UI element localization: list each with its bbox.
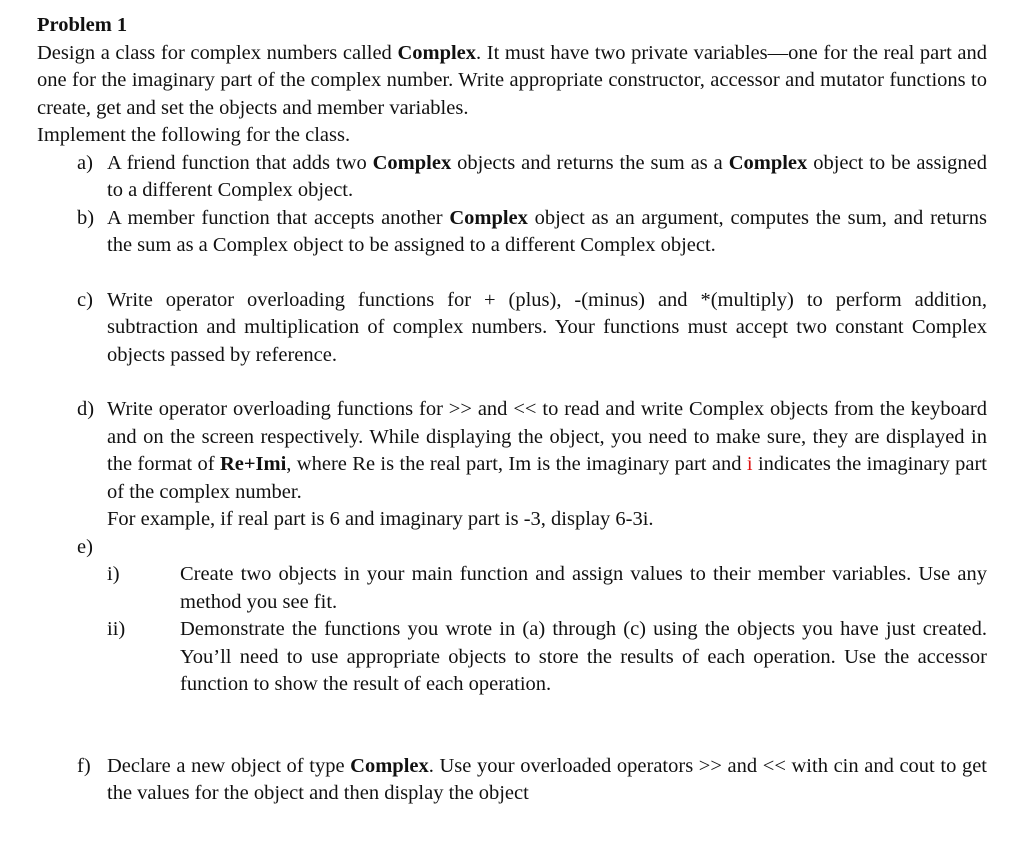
spacer [37,260,987,287]
item-e-ii [37,616,987,699]
item-a-bold-2: Complex [728,151,808,174]
item-e [37,534,987,562]
intro-text-1: Design a class for complex numbers called [37,41,398,64]
intro-paragraph [37,40,987,123]
item-d-example: For example, if real part is 6 and imaginary part is -3, display 6-3i. [107,508,654,530]
item-d-letter: d) [77,398,95,420]
item-d-text-1: Write operator overloading functions for >> and << to read and write Complex objects from the keyboard and on the screen respectively. While displaying the object, you need to make sure, they are displayed in the format of [107,398,987,475]
item-a-text-2: objects and returns the sum as a [451,151,729,174]
item-f [37,753,987,808]
item-e-letter: e) [77,535,93,558]
item-b-bold-1: Complex [449,206,528,229]
item-d-red-i: i [746,453,753,475]
item-b-text-1: A member function that accepts another [107,206,450,229]
item-f-text-1: Declare a new object of type [107,754,351,777]
item-a-text-3: object to be assigned to a different Complex object. [107,151,987,201]
item-c-letter: c) [77,288,93,311]
spacer [37,369,987,396]
item-d-text-3: indicates the imaginary part of the complex number. [107,453,987,503]
item-c [37,287,987,370]
item-e-i-text: Create two objects in your main function and assign values to their member variables. Use any method you see fit. [180,563,987,613]
intro-implement-line: Implement the following for the class. [37,124,351,146]
intro-class-name: Complex [397,41,477,64]
item-f-letter: f) [77,754,91,777]
item-a-bold-1: Complex [372,151,452,174]
item-c-text-1: Write operator overloading functions for + (plus), -(minus) and *(multiply) to perform addition, subtraction and multiplication of complex numbers. Your functions must accept two constant Complex objects passed by reference. [107,288,987,366]
intro-text-2: . It must have two private variables—one for the real part and one for the imaginary part of the complex number. Write appropriate constructor, accessor and mutator functions to create, get and set the objects and member variables. [37,41,987,119]
item-b-letter: b) [77,206,95,229]
problem-title: Problem 1 [37,14,128,36]
item-d-text-2: , where Re is the real part, Im is the imaginary part and [286,453,747,475]
item-a [37,150,987,205]
item-d [37,396,987,534]
item-d-format: Re+Imi [219,453,287,475]
item-e-i-numeral: i) [107,563,120,585]
item-e-ii-numeral: ii) [107,618,126,640]
item-b [37,205,987,260]
item-e-ii-text: Demonstrate the functions you wrote in (a) through (c) using the objects you have just created. You’ll need to use appropriate objects to store the results of each operation. Use the accessor function to show the result of each operation. [180,618,987,695]
spacer [37,699,987,726]
spacer [37,726,987,753]
item-a-text-1: A friend function that adds two [107,151,373,174]
item-f-bold-1: Complex [350,754,429,777]
item-e-i [37,561,987,616]
item-a-letter: a) [77,151,93,174]
item-b-text-2: object as an argument, computes the sum, and returns the sum as a Complex object to be assigned to a different Complex object. [107,206,987,256]
document [37,12,987,808]
item-f-text-2: . Use your overloaded operators >> and << with cin and cout to get the values for the object and then display the object [107,754,987,804]
